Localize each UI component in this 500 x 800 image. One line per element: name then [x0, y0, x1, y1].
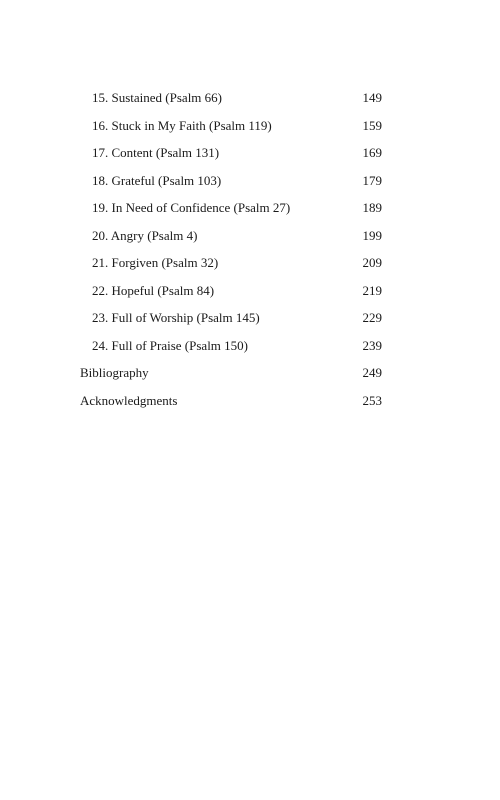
toc-entry-title: Acknowledgments	[80, 392, 178, 408]
toc-entry-page-number: 199	[362, 227, 382, 243]
toc-entry-page-number: 149	[362, 90, 382, 105]
toc-entry-title: 23. Full of Worship (Psalm 145)	[92, 310, 260, 325]
toc-entry-chapter-22	[0, 277, 500, 305]
toc-entry-page-number: 229	[362, 310, 382, 325]
table-of-contents	[0, 84, 500, 414]
toc-entry-page-number: 249	[362, 365, 382, 380]
toc-entry-bibliography	[0, 359, 500, 387]
toc-entry-page-number: 209	[362, 255, 382, 270]
toc-entry-acknowledgments	[0, 387, 500, 415]
toc-entry-page-number: 239	[362, 337, 382, 353]
toc-entry-chapter-17	[0, 139, 500, 167]
toc-entry-title: 15. Sustained (Psalm 66)	[92, 90, 222, 105]
toc-entry-title: 19. In Need of Confidence (Psalm 27)	[92, 200, 291, 215]
toc-entry-page-number: 189	[362, 200, 382, 215]
toc-entry-chapter-20	[0, 222, 500, 250]
toc-entry-title: Bibliography	[80, 365, 149, 380]
toc-entry-chapter-19	[0, 194, 500, 222]
toc-entry-page-number: 159	[362, 117, 382, 133]
toc-entry-chapter-15	[0, 84, 500, 112]
toc-entry-title: 22. Hopeful (Psalm 84)	[92, 282, 215, 298]
toc-entry-title: 21. Forgiven (Psalm 32)	[92, 255, 219, 270]
toc-entry-chapter-16	[0, 112, 500, 140]
toc-entry-chapter-21	[0, 249, 500, 277]
toc-entry-chapter-23	[0, 304, 500, 332]
toc-entry-page-number: 253	[362, 392, 382, 408]
toc-entry-title: 24. Full of Praise (Psalm 150)	[92, 337, 248, 353]
toc-entry-title: 18. Grateful (Psalm 103)	[92, 172, 222, 188]
toc-entry-page-number: 219	[362, 282, 382, 298]
toc-entry-title: 20. Angry (Psalm 4)	[92, 227, 198, 243]
toc-entry-page-number: 169	[362, 145, 382, 160]
toc-entry-chapter-18	[0, 167, 500, 195]
toc-entry-page-number: 179	[362, 172, 382, 188]
toc-entry-title: 16. Stuck in My Faith (Psalm 119)	[92, 117, 272, 133]
toc-entry-title: 17. Content (Psalm 131)	[92, 145, 220, 160]
toc-entry-chapter-24	[0, 332, 500, 360]
